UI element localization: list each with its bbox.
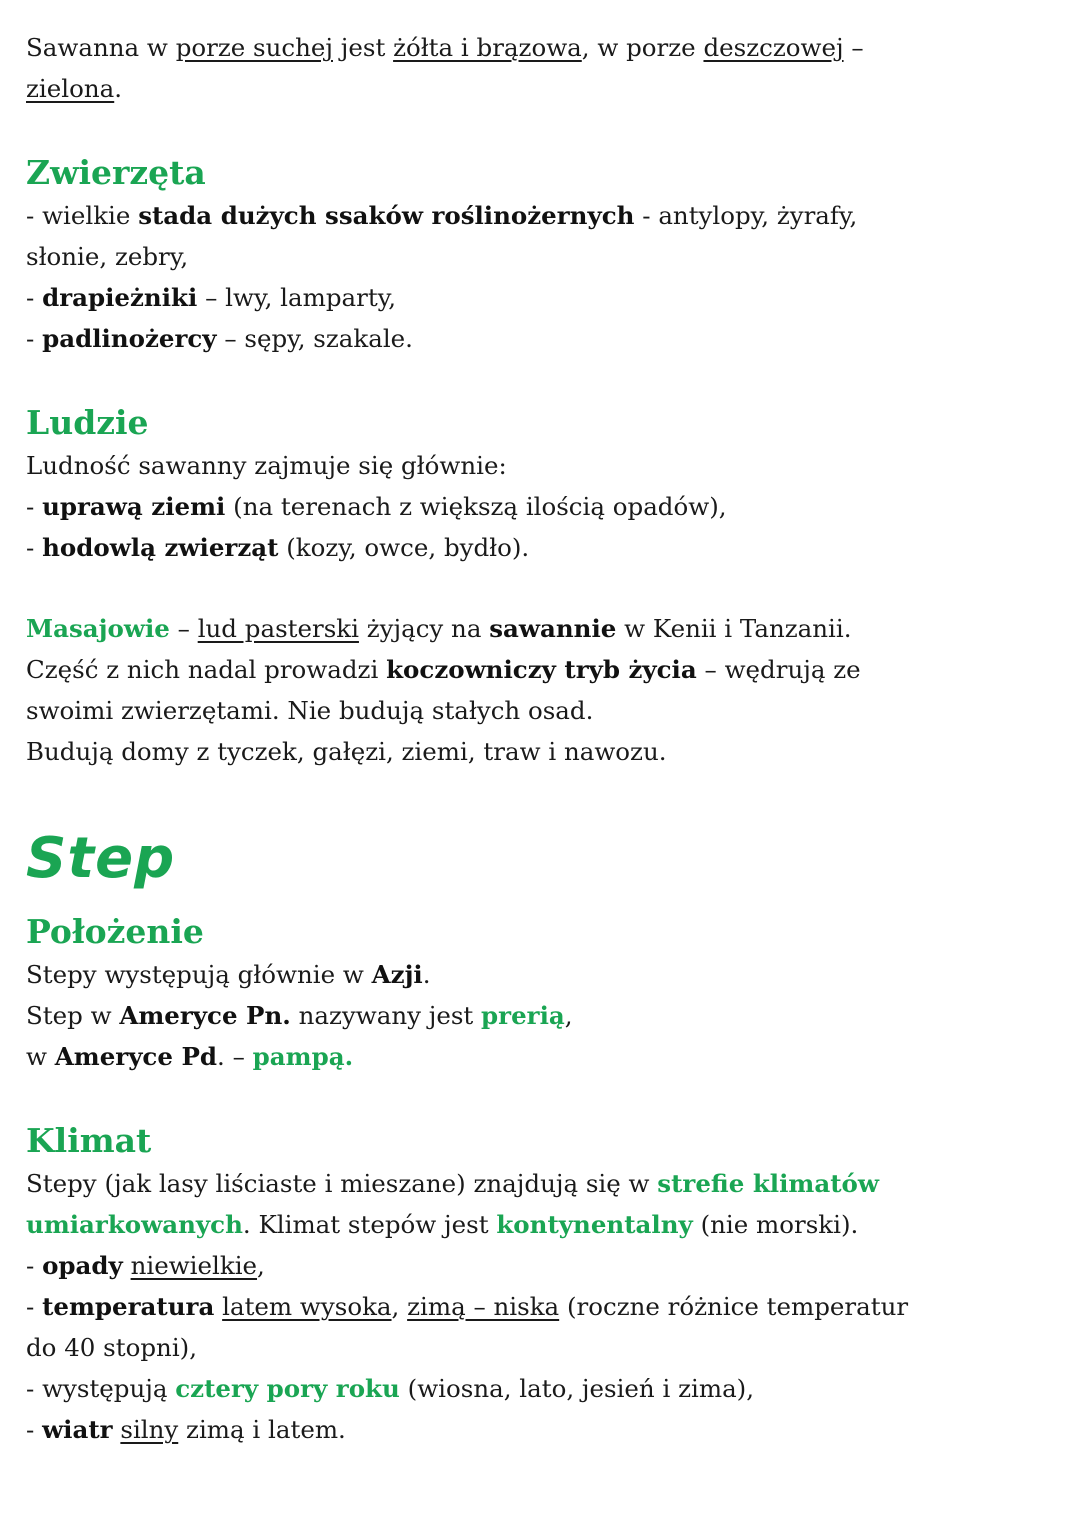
underlined-text: niewielkie bbox=[130, 1251, 258, 1280]
text-run: , bbox=[564, 1001, 573, 1030]
highlighted-term: prerią bbox=[481, 1001, 565, 1030]
text-line bbox=[26, 995, 1060, 1036]
text-run: , w porze bbox=[581, 33, 704, 62]
text-run: - bbox=[26, 1251, 43, 1280]
text-run: – sępy, szakale. bbox=[216, 324, 413, 353]
bold-text: drapieżniki bbox=[42, 283, 198, 312]
text-line bbox=[26, 445, 1060, 486]
text-run: Ludność sawanny zajmuje się głównie: bbox=[26, 451, 507, 480]
text-run: – lwy, lamparty, bbox=[197, 283, 397, 312]
bold-text: sawannie bbox=[489, 614, 617, 643]
text-run: - bbox=[26, 1415, 43, 1444]
highlighted-term: pampą. bbox=[252, 1042, 354, 1071]
text-run: (kozy, owce, bydło). bbox=[278, 533, 530, 562]
text-run: - występują bbox=[26, 1374, 176, 1403]
text-run: – bbox=[843, 33, 864, 62]
text-run: - bbox=[26, 324, 43, 353]
bold-text: padlinożercy bbox=[42, 324, 217, 353]
text-run: Stepy (jak lasy liściaste i mieszane) znajdują się w bbox=[26, 1169, 658, 1198]
bold-text: koczowniczy tryb życia bbox=[386, 655, 697, 684]
text-line bbox=[26, 954, 1060, 995]
highlighted-term: strefie klimatów bbox=[657, 1169, 879, 1198]
underlined-text: żółta i brązowa bbox=[393, 33, 582, 62]
bold-text: stada dużych ssaków roślinożernych bbox=[138, 201, 635, 230]
text-run: Klimat bbox=[26, 1121, 152, 1160]
text-run: – wędrują ze bbox=[696, 655, 861, 684]
underlined-text: latem wysoka bbox=[222, 1292, 392, 1321]
bold-text: hodowlą zwierząt bbox=[42, 533, 279, 562]
text-line bbox=[26, 486, 1060, 527]
text-line bbox=[26, 1286, 1060, 1327]
text-line bbox=[26, 1245, 1060, 1286]
text-run: (nie morski). bbox=[692, 1210, 859, 1239]
underlined-text: deszczowej bbox=[703, 33, 844, 62]
text-line bbox=[26, 1204, 1060, 1245]
section-heading bbox=[26, 151, 1060, 195]
text-run: (na terenach z większą ilością opadów), bbox=[225, 492, 727, 521]
highlighted-term: kontynentalny bbox=[496, 1210, 693, 1239]
text-run: Step bbox=[26, 826, 176, 891]
bold-text: Azji bbox=[371, 960, 423, 989]
text-run: Zwierzęta bbox=[26, 153, 206, 192]
bold-text: Ameryce Pd bbox=[54, 1042, 218, 1071]
text-run: słonie, zebry, bbox=[26, 242, 189, 271]
text-run: w bbox=[26, 1042, 55, 1071]
section-heading bbox=[26, 1119, 1060, 1163]
text-run: nazywany jest bbox=[290, 1001, 482, 1030]
underlined-text: zimą – niska bbox=[407, 1292, 560, 1321]
text-run: - bbox=[26, 492, 43, 521]
bold-text: uprawą ziemi bbox=[42, 492, 226, 521]
text-line bbox=[26, 277, 1060, 318]
text-line bbox=[26, 195, 1060, 236]
text-run: w Kenii i Tanzanii. bbox=[616, 614, 852, 643]
text-run: Sawanna w bbox=[26, 33, 176, 62]
text-run: - bbox=[26, 533, 43, 562]
text-run: Step w bbox=[26, 1001, 120, 1030]
text-line bbox=[26, 731, 1060, 772]
text-run: , bbox=[257, 1251, 265, 1280]
text-run: . Klimat stepów jest bbox=[242, 1210, 497, 1239]
text-line bbox=[26, 649, 1060, 690]
bold-text: Ameryce Pn. bbox=[119, 1001, 291, 1030]
text-run bbox=[214, 1292, 222, 1321]
page-title bbox=[26, 824, 1060, 894]
bold-text: temperatura bbox=[42, 1292, 215, 1321]
text-run: (roczne różnice temperatur bbox=[559, 1292, 909, 1321]
text-run: – bbox=[169, 614, 198, 643]
text-line bbox=[26, 608, 1060, 649]
text-run: - antylopy, żyrafy, bbox=[634, 201, 858, 230]
underlined-text: porze suchej bbox=[175, 33, 333, 62]
text-line bbox=[26, 527, 1060, 568]
text-run: do 40 stopni), bbox=[26, 1333, 197, 1362]
text-line bbox=[26, 27, 1060, 68]
document-page bbox=[26, 27, 1060, 1450]
text-run: swoimi zwierzętami. Nie budują stałych osad. bbox=[26, 696, 594, 725]
text-run: . bbox=[422, 960, 431, 989]
text-line bbox=[26, 1368, 1060, 1409]
text-run: zimą i latem. bbox=[178, 1415, 346, 1444]
text-run: - wielkie bbox=[26, 201, 139, 230]
text-run: Część z nich nadal prowadzi bbox=[26, 655, 387, 684]
text-run: . – bbox=[217, 1042, 253, 1071]
text-run: , bbox=[391, 1292, 408, 1321]
text-line bbox=[26, 1036, 1060, 1077]
text-run: . bbox=[114, 74, 123, 103]
text-line bbox=[26, 68, 1060, 109]
text-run: - bbox=[26, 1292, 43, 1321]
text-line bbox=[26, 318, 1060, 359]
section-heading bbox=[26, 910, 1060, 954]
text-run: żyjący na bbox=[358, 614, 490, 643]
underlined-text: silny bbox=[120, 1415, 179, 1444]
text-run: - bbox=[26, 283, 43, 312]
bold-text: opady bbox=[42, 1251, 123, 1280]
text-line bbox=[26, 1327, 1060, 1368]
text-line bbox=[26, 1409, 1060, 1450]
bold-text: wiatr bbox=[42, 1415, 113, 1444]
text-run: Położenie bbox=[26, 912, 204, 951]
text-line bbox=[26, 1163, 1060, 1204]
text-run: Budują domy z tyczek, gałęzi, ziemi, traw i nawozu. bbox=[26, 737, 667, 766]
section-heading bbox=[26, 401, 1060, 445]
highlighted-term: cztery pory roku bbox=[175, 1374, 400, 1403]
text-run: (wiosna, lato, jesień i zima), bbox=[399, 1374, 755, 1403]
text-line bbox=[26, 690, 1060, 731]
highlighted-term: umiarkowanych bbox=[26, 1210, 243, 1239]
underlined-text: lud pasterski bbox=[197, 614, 359, 643]
text-run: Stepy występują głównie w bbox=[26, 960, 372, 989]
text-run bbox=[123, 1251, 131, 1280]
underlined-text: zielona bbox=[26, 74, 115, 103]
text-line bbox=[26, 236, 1060, 277]
text-run: Ludzie bbox=[26, 403, 149, 442]
highlighted-term: Masajowie bbox=[26, 614, 170, 643]
text-run: jest bbox=[332, 33, 394, 62]
